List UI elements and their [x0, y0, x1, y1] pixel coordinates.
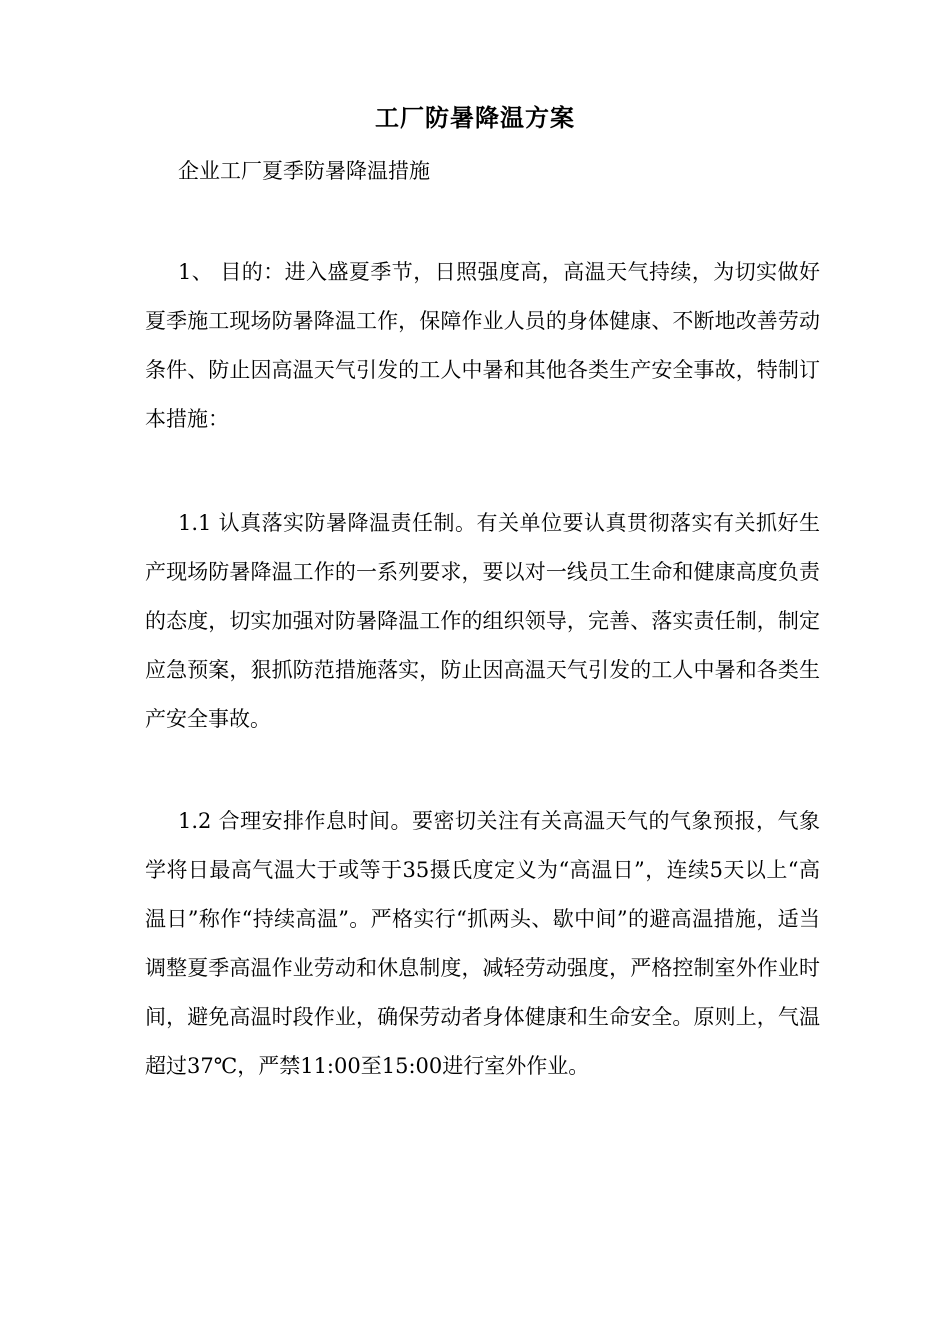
document-title: 工厂防暑降温方案: [375, 103, 575, 132]
document-subtitle: 企业工厂夏季防暑降温措施: [178, 159, 430, 183]
paragraph-purpose: 1、 目的：进入盛夏季节，日照强度高，高温天气持续，为切实做好夏季施工现场防暑降温工作，保障作业人员的身体健康、不断地改善劳动条件、防止因高温天气引发的工人中暑和其他各类生产安全事故，特制订本措施：: [145, 260, 820, 431]
paragraph-schedule: 1.2 合理安排作息时间。要密切关注有关高温天气的气象预报，气象学将日最高气温大于或等于35摄氏度定义为“高温日”，连续5天以上“高温日”称作“持续高温”。严格实行“抓两头、歇中间”的避高温措施，适当调整夏季高温作业劳动和休息制度，减轻劳动强度，严格控制室外作业时间，避免高温时段作业，确保劳动者身体健康和生命安全。原则上，气温超过37℃，严禁11:00至15:00进行室外作业。: [145, 809, 820, 1078]
paragraph-responsibility: 1.1 认真落实防暑降温责任制。有关单位要认真贯彻落实有关抓好生产现场防暑降温工作的一系列要求，要以对一线员工生命和健康高度负责的态度，切实加强对防暑降温工作的组织领导，完善、落实责任制，制定应急预案，狠抓防范措施落实，防止因高温天气引发的工人中暑和各类生产安全事故。: [145, 511, 820, 731]
